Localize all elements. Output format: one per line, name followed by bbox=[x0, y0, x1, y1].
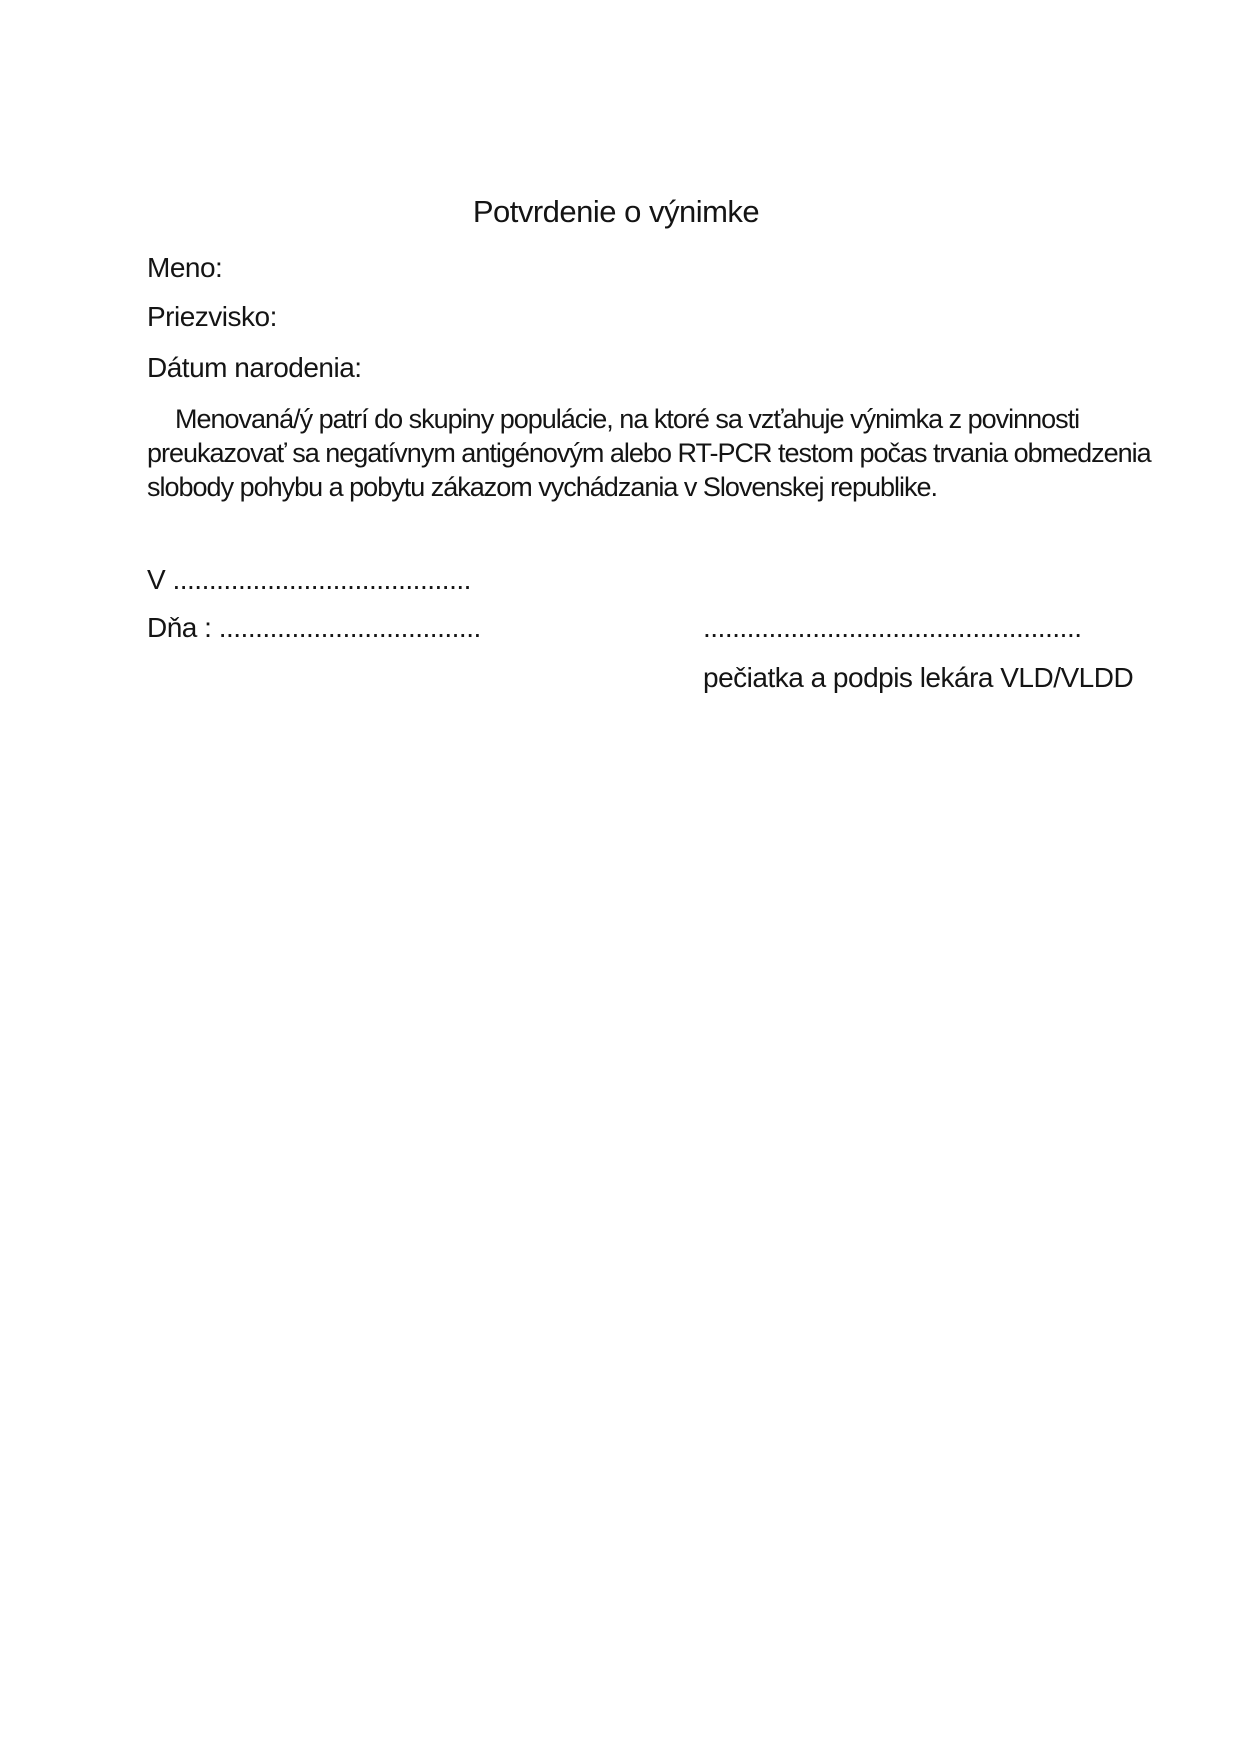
date-blank-line: Dňa : .................................... bbox=[147, 612, 481, 643]
statement-paragraph-line-3: slobody pohybu a pobytu zákazom vychádzania v Slovenskej republike. bbox=[147, 472, 938, 502]
statement-paragraph bbox=[147, 402, 1151, 504]
field-label-datum-narodenia: Dátum narodenia: bbox=[147, 352, 362, 383]
signature-caption: pečiatka a podpis lekára VLD/VLDD bbox=[703, 662, 1134, 693]
statement-paragraph-line-1: Menovaná/ý patrí do skupiny populácie, na ktoré sa vzťahuje výnimka z povinnosti bbox=[175, 404, 1080, 434]
signature-blank-line: .................................................... bbox=[703, 612, 1082, 643]
field-label-meno: Meno: bbox=[147, 252, 223, 283]
statement-paragraph-line-2: preukazovať sa negatívnym antigénovým alebo RT-PCR testom počas trvania obmedzenia bbox=[147, 438, 1151, 468]
document-title: Potvrdenie o výnimke bbox=[472, 194, 760, 229]
field-label-priezvisko: Priezvisko: bbox=[147, 301, 277, 332]
place-blank-line: V ......................................... bbox=[147, 564, 471, 595]
